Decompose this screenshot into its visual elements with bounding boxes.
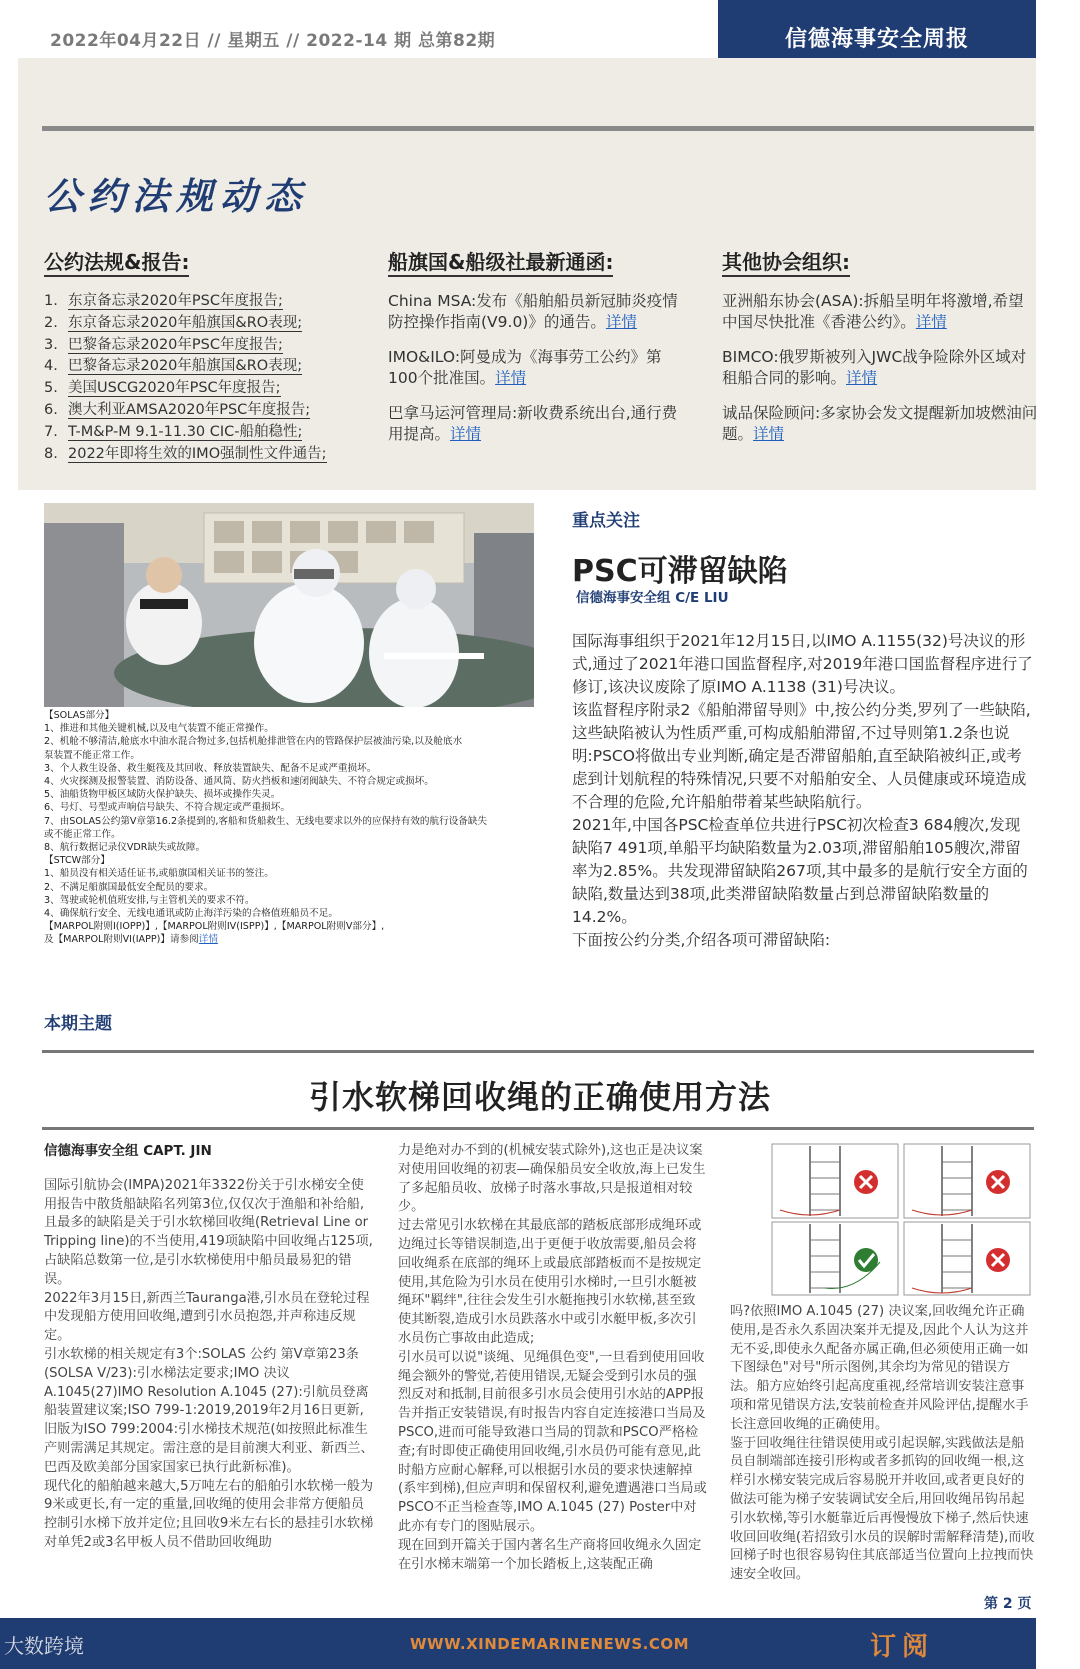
associations-column	[722, 246, 1038, 459]
regulation-item[interactable]	[44, 313, 374, 335]
top-divider	[42, 126, 1034, 131]
focus-paragraph: 下面按公约分类,介绍各项可滞留缺陷:	[572, 931, 831, 949]
details-link[interactable]: 详情	[450, 425, 482, 443]
theme-label: 本期主题	[44, 1014, 112, 1034]
theme-byline: 信德海事安全组 CAPT. JIN	[44, 1143, 212, 1159]
page-number: 第 2 页	[984, 1596, 1032, 1612]
theme-paragraph: 力是绝对办不到的(机械安装式除外),这也正是决议案对使用回收绳的初衷—确保船员安全收放,海上已发生了多起船员收、放梯子时落水事故,只是报道相对较少。	[398, 1143, 706, 1215]
deficiency-line: 2、不满足船旗国最低安全配员的要求。	[44, 881, 214, 893]
website-link[interactable]: WWW.XINDEMARINENEWS.COM	[410, 1635, 690, 1653]
deficiency-line: 6、号灯、号型或声响信号缺失、不符合规定或严重损坏。	[44, 802, 290, 814]
deficiency-line: 8、航行数据记录仪VDR缺失或故障。	[44, 842, 206, 854]
theme-paragraph: 现代化的船舶越来越大,5万吨左右的船舶引水软梯一般为9米或更长,有一定的重量,回收绳的使用会非常方便船员控制引水梯下放并定位;且回收9米左右长的悬挂引水软梯对单凭2或3名甲板人员不借助回收绳助	[44, 1478, 374, 1550]
deficiency-line: 1、推进和其他关键机械,以及电气装置不能正常操作。	[44, 723, 274, 735]
item-number: 8.	[44, 445, 58, 462]
theme-paragraph: 引水软梯的相关规定有3个:SOLAS 公约 第V章第23条(SOLSA V/23):引水梯法定要求;IMO 决议A.1045(27)IMO Resolution A.1045 (27):引航员登离船装置建议案;ISO 799-1:2019,2019年2月16日更新,旧版为ISO 799:2004:引水梯技术规范(如按照此标准生产则需满足其规定。需注意的是目前澳大利亚、新西兰、巴西及欧美部分国家国家已执行此新标准)。	[44, 1346, 374, 1475]
watermark: 大数跨境	[4, 1634, 84, 1658]
focus-paragraph: 2021年,中国各PSC检查单位共进行PSC初次检查3 684艘次,发现缺陷7 491项,单船平均缺陷数量为2.03项,滞留船舶105艘次,滞留率为2.85%。共发现滞留缺陷267项,其中最多的是航行安全方面的缺陷,数量达到38项,此类滞留缺陷数量占到总滞留缺陷数量的14.2%。	[572, 816, 1028, 926]
detainable-deficiency-list	[44, 709, 554, 947]
item-link[interactable]: 美国USCG2020年PSC年度报告;	[68, 380, 281, 397]
news-item	[388, 291, 688, 333]
section-title: 公约法规动态	[44, 175, 308, 218]
item-link[interactable]: 东京备忘录2020年PSC年度报告;	[68, 293, 283, 309]
regulation-report-list	[44, 291, 374, 465]
regulation-item[interactable]	[44, 400, 374, 422]
deficiency-line: 泵装置不能正常工作。	[44, 749, 140, 761]
theme-paragraph: 吗?依照IMO A.1045 (27) 决议案,回收绳允许正确使用,是否永久系固决案并无提及,因此个人认为这并无不妥,即使永久配备亦属正确,但必须使用正确一如下图绿色"对号"所示图例,其余均为常见的错误方法。船方应始终引起高度重视,经常培训安装注意事项和常见错误方法,安装前检查并风险评估,提醒水手长注意回收绳的正确使用。	[730, 1304, 1029, 1432]
news-text: 亚洲船东协会(ASA):拆船呈明年将激增,希望中国尽快批准《香港公约》。	[722, 292, 1024, 331]
focus-paragraph: 国际海事组织于2021年12月15日,以IMO A.1155(32)号决议的形式,通过了2021年港口国监督程序,对2019年港口国监督程序进行了修订,该决议废除了原IMO A.1138 (31)号决议。	[572, 632, 1033, 696]
regulation-item[interactable]	[44, 356, 374, 378]
deficiency-line: 2、机舱不够清洁,舱底水中油水混合物过多,包括机舱排泄管在内的管路保护层被油污染,以及舱底水	[44, 736, 463, 748]
theme-column-2	[398, 1142, 708, 1574]
deficiency-line: 4、确保航行安全、无线电通讯或防止海洋污染的合格值班船员不足。	[44, 908, 338, 920]
column-heading: 公约法规&报告:	[44, 246, 374, 275]
issue-date-line: 2022年04月22日 // 星期五 // 2022-14 期 总第82期	[50, 31, 496, 51]
item-link[interactable]: 澳大利亚AMSA2020年PSC年度报告;	[68, 401, 311, 418]
details-link[interactable]: 详情	[198, 934, 218, 946]
inspection-photo	[44, 503, 534, 707]
theme-paragraph: 引水员可以说"谈绳、见绳俱色变",一旦看到使用回收绳会额外的警觉,若使用错误,无疑会受到引水员的强烈反对和抵制,目前很多引水员会使用引水站的APP报告并指正安装错误,有时报告内容自定连接港口当局及PSCO,进而可能导致港口当局的罚款和PSCO严格检查;有时即使正确使用回收绳,引水员仍可能有意见,此时船方应耐心解释,可以根据引水员的要求快速解掉(系牢到梯),但应声明和保留权利,避免遭遇港口当局或PSCO不正当检查等,IMO A.1045 (27) Poster中对此亦有专门的图贴展示。	[398, 1349, 707, 1534]
wrong-mark-icon	[854, 1170, 878, 1194]
regulation-item[interactable]	[44, 378, 374, 400]
theme-divider-bottom	[42, 1127, 1034, 1130]
regulations-column	[44, 246, 374, 465]
theme-paragraph: 鉴于回收绳往往错误使用或引起误解,实践做法是船员自制端部连接引形构或者多抓钩的回收绳一根,这样引水梯安装完成后容易脱开并收回,或者更良好的做法可能为梯子安装调试安全后,用回收绳吊钩吊起引水软梯,等引水艇靠近后再慢慢放下梯子,然后快速收回回收绳(若招致引水员的误解时需解释清楚),而收回梯子时也很容易钩住其底部适当位置向上拉拽而快速安全收回。	[730, 1435, 1035, 1583]
flag-state-column	[388, 246, 688, 459]
deficiency-line: 【MARPOL附则I(IOPP)】,【MARPOL附则IV(ISPP)】,【MARPOL附则V部分】,	[44, 921, 385, 933]
brand-banner	[718, 0, 1036, 58]
theme-paragraph: 2022年3月15日,新西兰Tauranga港,引水员在登轮过程中发现船方使用回收绳,遭到引水员抱怨,并声称违反规定。	[44, 1290, 370, 1344]
details-link[interactable]: 详情	[753, 425, 785, 443]
retrieval-line-diagram	[770, 1142, 1032, 1297]
item-number: 2.	[44, 314, 58, 331]
column-heading: 船旗国&船级社最新通函:	[388, 246, 688, 275]
theme-paragraph: 国际引航协会(IMPA)2021年3322份关于引水梯安全使用报告中散货船缺陷名列第3位,仅仅次于渔船和补给船,且最多的缺陷是关于引水软梯回收绳(Retrieval Line or Tripping line)的不当使用,419项缺陷中回收绳占125项,占缺陷总数第一位,是引水软梯使用中船员最易犯的错误。	[44, 1177, 373, 1287]
news-text: IMO&ILO:阿曼成为《海事劳工公约》第100个批准国。	[388, 348, 662, 387]
flag-state-news-list	[388, 291, 688, 445]
news-item	[722, 347, 1038, 389]
association-news-list	[722, 291, 1038, 445]
footer-bar	[0, 1618, 1036, 1669]
item-number: 1.	[44, 293, 58, 309]
news-item	[388, 403, 688, 445]
item-number: 3.	[44, 336, 58, 353]
news-item	[722, 403, 1038, 445]
brand-title: 信德海事安全周报	[784, 27, 969, 52]
focus-paragraph: 该监督程序附录2《船舶滞留导则》中,按公约分类,罗列了一些缺陷,这些缺陷被认为性质严重,可构成船舶滞留,不过导则第1.2条也说明:PSCO将做出专业判断,确定是否滞留船舶,直至缺陷被纠正,或考虑到计划航程的特殊情况,只要不对船舶安全、人员健康或环境造成不合理的危险,允许船舶带着某些缺陷航行。	[572, 701, 1031, 811]
correct-mark-icon	[854, 1248, 878, 1272]
deficiency-line: 1、船员没有相关适任证书,或船旗国相关证书的签注。	[44, 868, 274, 880]
theme-title: 引水软梯回收绳的正确使用方法	[308, 1078, 771, 1116]
theme-paragraph: 过去常见引水软梯在其最底部的踏板底部形成绳环或边绳过长等错误制造,出于更便于收放需要,船员会将回收绳系在底部的绳环上或最底部踏板而不是按规定使用,其危险为引水员在使用引水梯时,一旦引水艇被绳环"羁绊",往往会发生引水艇拖拽引水软梯,甚至致使其断裂,造成引水员跌落水中或引水艇甲板,多次引水员伤亡事故由此造成;	[398, 1218, 702, 1346]
news-item	[388, 347, 688, 389]
deficiency-line: 5、油船货物甲板区域防火保护缺失、损坏或操作失灵。	[44, 789, 281, 801]
details-link[interactable]: 详情	[605, 313, 637, 331]
focus-title: PSC可滞留缺陷	[572, 554, 788, 589]
details-link[interactable]: 详情	[915, 313, 947, 331]
details-link[interactable]: 详情	[846, 369, 878, 387]
news-item	[722, 291, 1038, 333]
regulation-item[interactable]	[44, 422, 374, 444]
wrong-mark-icon	[986, 1248, 1010, 1272]
news-text: 诚品保险顾问:多家协会发文提醒新加坡燃油问题。	[722, 404, 1038, 443]
theme-column-1	[44, 1142, 376, 1553]
deficiency-line: 3、个人救生设备、救生艇筏及其回收、释放装置缺失、配备不足或严重损坏。	[44, 762, 377, 774]
theme-divider-top	[42, 1050, 1034, 1053]
item-link[interactable]: 巴黎备忘录2020年PSC年度报告;	[68, 336, 283, 353]
regulation-item[interactable]	[44, 335, 374, 357]
deficiency-line: 及【MARPOL附则VI(IAPP)】请参阅详情	[44, 934, 218, 946]
deficiency-line: 【STCW部分】	[44, 855, 110, 867]
header-bar	[0, 0, 1080, 58]
deficiency-line: 3、驾驶或轮机值班安排,与主管机关的要求不符。	[44, 894, 255, 906]
item-number: 7.	[44, 423, 58, 440]
item-number: 6.	[44, 401, 58, 418]
focus-article-body	[572, 630, 1034, 952]
details-link[interactable]: 详情	[495, 369, 527, 387]
deficiency-line: 4、火灾探测及报警装置、消防设备、通风筒、防火挡板和速闭阀缺失、不符合规定或损坏。	[44, 776, 434, 788]
item-link[interactable]: 东京备忘录2020年船旗国&RO表现;	[68, 314, 303, 331]
item-link[interactable]: 巴黎备忘录2020年船旗国&RO表现;	[68, 358, 303, 375]
theme-column-1-text	[44, 1177, 376, 1553]
news-text: BIMCO:俄罗斯被列入JWC战争险除外区域对租船合同的影响。	[722, 348, 1027, 387]
column-heading: 其他协会组织:	[722, 246, 1038, 275]
item-link[interactable]: 2022年即将生效的IMO强制性文件通告;	[68, 445, 327, 462]
theme-paragraph: 现在回到开篇关于国内著名生产商将回收绳永久固定在引水梯末端第一个加长踏板上,这装配正确	[398, 1537, 702, 1572]
regulation-item[interactable]	[44, 444, 374, 466]
deficiency-line: 7、由SOLAS公约第V章第16.2条提到的,客船和货船救生、无线电要求以外的应保持有效的航行设备缺失	[44, 815, 488, 827]
item-number: 5.	[44, 380, 58, 397]
regulation-item[interactable]	[44, 291, 374, 313]
wrong-mark-icon	[986, 1170, 1010, 1194]
focus-label: 重点关注	[572, 511, 640, 531]
subscribe-button[interactable]: 订阅	[870, 1632, 935, 1662]
news-text: China MSA:发布《船舶船员新冠肺炎疫情防控操作指南(V9.0)》的通告。	[388, 292, 678, 331]
item-link[interactable]: T-M&P-M 9.1-11.30 CIC-船舶稳性;	[68, 423, 303, 440]
deficiency-line: 【SOLAS部分】	[44, 710, 115, 721]
item-number: 4.	[44, 358, 58, 375]
news-text: 巴拿马运河管理局:新收费系统出台,通行费用提高。	[388, 404, 678, 443]
deficiency-line: 或不能正常工作。	[44, 828, 121, 840]
theme-column-3	[730, 1303, 1036, 1585]
focus-byline: 信德海事安全组 C/E LIU	[576, 590, 729, 606]
